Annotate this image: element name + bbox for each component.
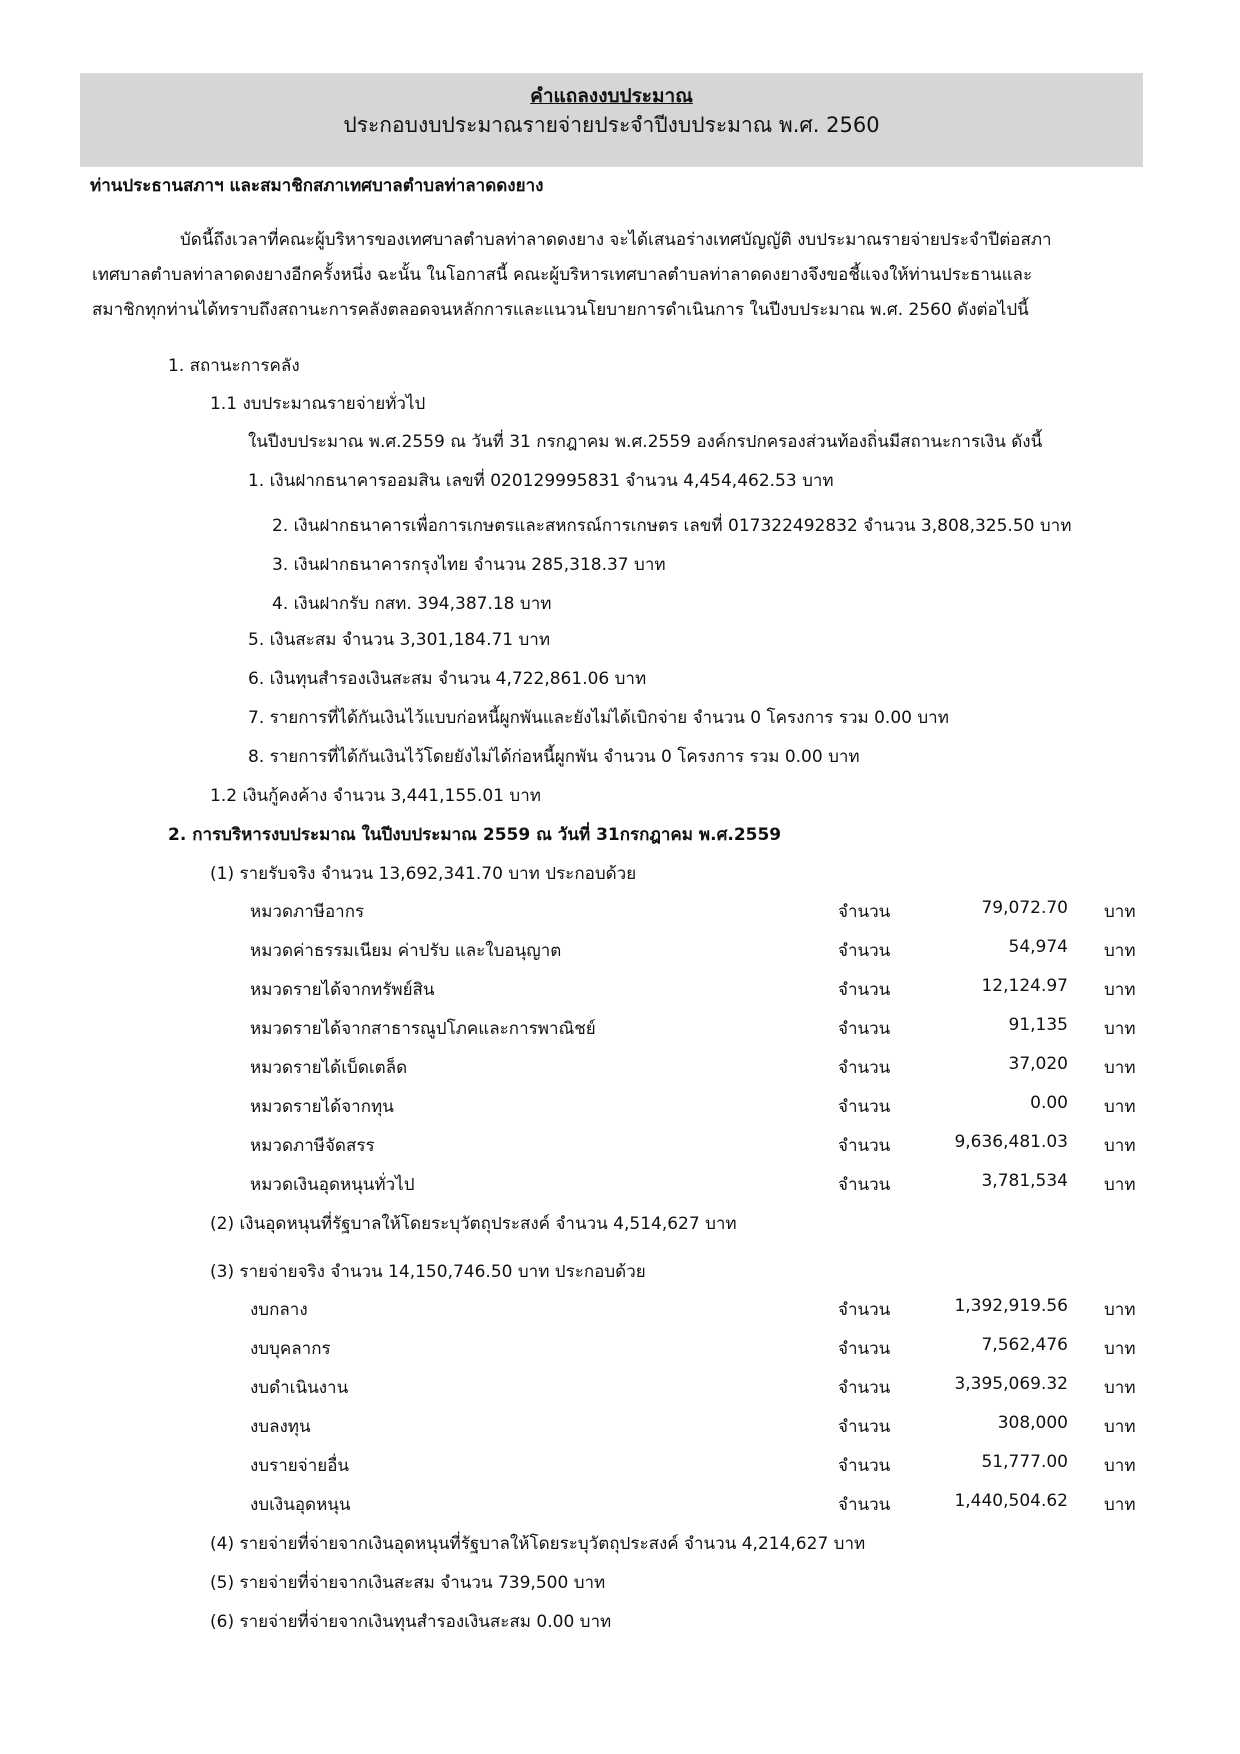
- amount-label: จำนวน: [838, 1495, 891, 1515]
- document-subtitle: ประกอบงบประมาณรายจ่ายประจำปีงบประมาณ พ.ศ. 2560: [343, 113, 880, 137]
- intro-line: บัดนี้ถึงเวลาที่คณะผู้บริหารของเทศบาลตำบลท่าลาดดงยาง จะได้เสนอร่างเทศบัญญัติ งบประมาณรายจ่ายประจำปีต่อสภา: [180, 230, 1052, 250]
- amount-label: จำนวน: [838, 1456, 891, 1476]
- expense-value: 1,392,919.56: [954, 1296, 1068, 1316]
- financial-item: 1. เงินฝากธนาคารออมสิน เลขที่ 020129995831 จำนวน 4,454,462.53 บาท: [248, 471, 834, 491]
- income-value: 12,124.97: [981, 976, 1068, 996]
- expense-value: 7,562,476: [981, 1335, 1068, 1355]
- income-value: 37,020: [1008, 1054, 1068, 1074]
- grant-line: (2) เงินอุดหนุนที่รัฐบาลให้โดยระบุวัตถุประสงค์ จำนวน 4,514,627 บาท: [210, 1214, 737, 1234]
- unit-label: บาท: [1104, 1495, 1136, 1515]
- financial-item: 7. รายการที่ได้กันเงินไว้แบบก่อหนี้ผูกพันและยังไม่ได้เบิกจ่าย จำนวน 0 โครงการ รวม 0.00 บาท: [248, 708, 949, 728]
- financial-item: 6. เงินทุนสำรองเงินสะสม จำนวน 4,722,861.06 บาท: [248, 669, 647, 689]
- income-value: 0.00: [1030, 1093, 1068, 1113]
- unit-label: บาท: [1104, 1339, 1136, 1359]
- income-category: หมวดภาษีจัดสรร: [250, 1136, 375, 1156]
- section1-sub2: 1.2 เงินกู้คงค้าง จำนวน 3,441,155.01 บาท: [210, 786, 541, 806]
- income-row: [0, 898, 1240, 924]
- expense-category: งบดำเนินงาน: [250, 1378, 349, 1398]
- unit-label: บาท: [1104, 1378, 1136, 1398]
- expense-row: [0, 1413, 1240, 1439]
- amount-label: จำนวน: [838, 1175, 891, 1195]
- header-band: [80, 73, 1143, 167]
- intro-line: สมาชิกทุกท่านได้ทราบถึงสถานะการคลังตลอดจนหลักการและแนวนโยบายการดำเนินการ ในปีงบประมาณ พ.ศ. 2560 ดังต่อไปนี้: [92, 300, 1029, 320]
- expense-category: งบกลาง: [250, 1300, 308, 1320]
- unit-label: บาท: [1104, 941, 1136, 961]
- income-value: 3,781,534: [981, 1171, 1068, 1191]
- document-title: คำแถลงงบประมาณ: [530, 85, 693, 107]
- amount-label: จำนวน: [838, 1300, 891, 1320]
- financial-item: 3. เงินฝากธนาคารกรุงไทย จำนวน 285,318.37 บาท: [272, 555, 666, 575]
- unit-label: บาท: [1104, 980, 1136, 1000]
- expense-category: งบรายจ่ายอื่น: [250, 1456, 350, 1476]
- amount-label: จำนวน: [838, 902, 891, 922]
- income-category: หมวดภาษีอากร: [250, 902, 365, 922]
- income-value: 79,072.70: [981, 898, 1068, 918]
- expense-row: [0, 1452, 1240, 1478]
- income-category: หมวดรายได้จากสาธารณูปโภคและการพาณิชย์: [250, 1019, 596, 1039]
- income-row: [0, 1054, 1240, 1080]
- financial-item: 4. เงินฝากรับ กสท. 394,387.18 บาท: [272, 594, 552, 614]
- income-category: หมวดเงินอุดหนุนทั่วไป: [250, 1175, 415, 1195]
- amount-label: จำนวน: [838, 980, 891, 1000]
- unit-label: บาท: [1104, 1175, 1136, 1195]
- income-category: หมวดรายได้จากทุน: [250, 1097, 394, 1117]
- amount-label: จำนวน: [838, 941, 891, 961]
- unit-label: บาท: [1104, 902, 1136, 922]
- income-category: หมวดค่าธรรมเนียม ค่าปรับ และใบอนุญาต: [250, 941, 562, 961]
- expense-detail-line: (6) รายจ่ายที่จ่ายจากเงินทุนสำรองเงินสะสม 0.00 บาท: [210, 1612, 612, 1632]
- income-heading: (1) รายรับจริง จำนวน 13,692,341.70 บาท ประกอบด้วย: [210, 864, 637, 884]
- amount-label: จำนวน: [838, 1097, 891, 1117]
- expense-value: 3,395,069.32: [954, 1374, 1068, 1394]
- salutation: ท่านประธานสภาฯ และสมาชิกสภาเทศบาลตำบลท่าลาดดงยาง: [90, 176, 544, 196]
- unit-label: บาท: [1104, 1019, 1136, 1039]
- income-row: [0, 976, 1240, 1002]
- income-row: [0, 1132, 1240, 1158]
- income-value: 91,135: [1008, 1015, 1068, 1035]
- expense-category: งบเงินอุดหนุน: [250, 1495, 351, 1515]
- unit-label: บาท: [1104, 1136, 1136, 1156]
- income-row: [0, 1093, 1240, 1119]
- unit-label: บาท: [1104, 1417, 1136, 1437]
- intro-line: เทศบาลตำบลท่าลาดดงยางอีกครั้งหนึ่ง ฉะนั้น ในโอกาสนี้ คณะผู้บริหารเทศบาลตำบลท่าลาดดงยางจึงขอชี้แจงให้ท่านประธานและ: [92, 265, 1033, 285]
- amount-label: จำนวน: [838, 1136, 891, 1156]
- expense-category: งบบุคลากร: [250, 1339, 331, 1359]
- financial-item: 8. รายการที่ได้กันเงินไว้โดยยังไม่ได้ก่อหนี้ผูกพัน จำนวน 0 โครงการ รวม 0.00 บาท: [248, 747, 860, 767]
- section1-sub1-heading: 1.1 งบประมาณรายจ่ายทั่วไป: [210, 394, 426, 414]
- expense-category: งบลงทุน: [250, 1417, 311, 1437]
- unit-label: บาท: [1104, 1300, 1136, 1320]
- unit-label: บาท: [1104, 1456, 1136, 1476]
- unit-label: บาท: [1104, 1058, 1136, 1078]
- section1-sub1-intro: ในปีงบประมาณ พ.ศ.2559 ณ วันที่ 31 กรกฎาคม พ.ศ.2559 องค์กรปกครองส่วนท้องถิ่นมีสถานะการเงิน ดังนี้: [248, 432, 1043, 452]
- income-value: 54,974: [1008, 937, 1068, 957]
- expense-heading: (3) รายจ่ายจริง จำนวน 14,150,746.50 บาท ประกอบด้วย: [210, 1262, 646, 1282]
- amount-label: จำนวน: [838, 1417, 891, 1437]
- expense-value: 308,000: [997, 1413, 1068, 1433]
- expense-detail-line: (4) รายจ่ายที่จ่ายจากเงินอุดหนุนที่รัฐบาลให้โดยระบุวัตถุประสงค์ จำนวน 4,214,627 บาท: [210, 1534, 866, 1554]
- financial-item: 5. เงินสะสม จำนวน 3,301,184.71 บาท: [248, 630, 551, 650]
- amount-label: จำนวน: [838, 1339, 891, 1359]
- amount-label: จำนวน: [838, 1378, 891, 1398]
- income-row: [0, 1015, 1240, 1041]
- section1-heading: 1. สถานะการคลัง: [168, 356, 300, 376]
- income-category: หมวดรายได้จากทรัพย์สิน: [250, 980, 435, 1000]
- expense-row: [0, 1491, 1240, 1517]
- expense-row: [0, 1296, 1240, 1322]
- expense-row: [0, 1335, 1240, 1361]
- expense-detail-line: (5) รายจ่ายที่จ่ายจากเงินสะสม จำนวน 739,500 บาท: [210, 1573, 606, 1593]
- expense-value: 1,440,504.62: [954, 1491, 1068, 1511]
- financial-item: 2. เงินฝากธนาคารเพื่อการเกษตรและสหกรณ์การเกษตร เลขที่ 017322492832 จำนวน 3,808,325.50 บาท: [272, 516, 1072, 536]
- income-row: [0, 937, 1240, 963]
- income-category: หมวดรายได้เบ็ดเตล็ด: [250, 1058, 408, 1078]
- income-row: [0, 1171, 1240, 1197]
- amount-label: จำนวน: [838, 1019, 891, 1039]
- unit-label: บาท: [1104, 1097, 1136, 1117]
- section2-heading: 2. การบริหารงบประมาณ ในปีงบประมาณ 2559 ณ วันที่ 31กรกฎาคม พ.ศ.2559: [168, 825, 782, 845]
- amount-label: จำนวน: [838, 1058, 891, 1078]
- expense-row: [0, 1374, 1240, 1400]
- income-value: 9,636,481.03: [954, 1132, 1068, 1152]
- expense-value: 51,777.00: [981, 1452, 1068, 1472]
